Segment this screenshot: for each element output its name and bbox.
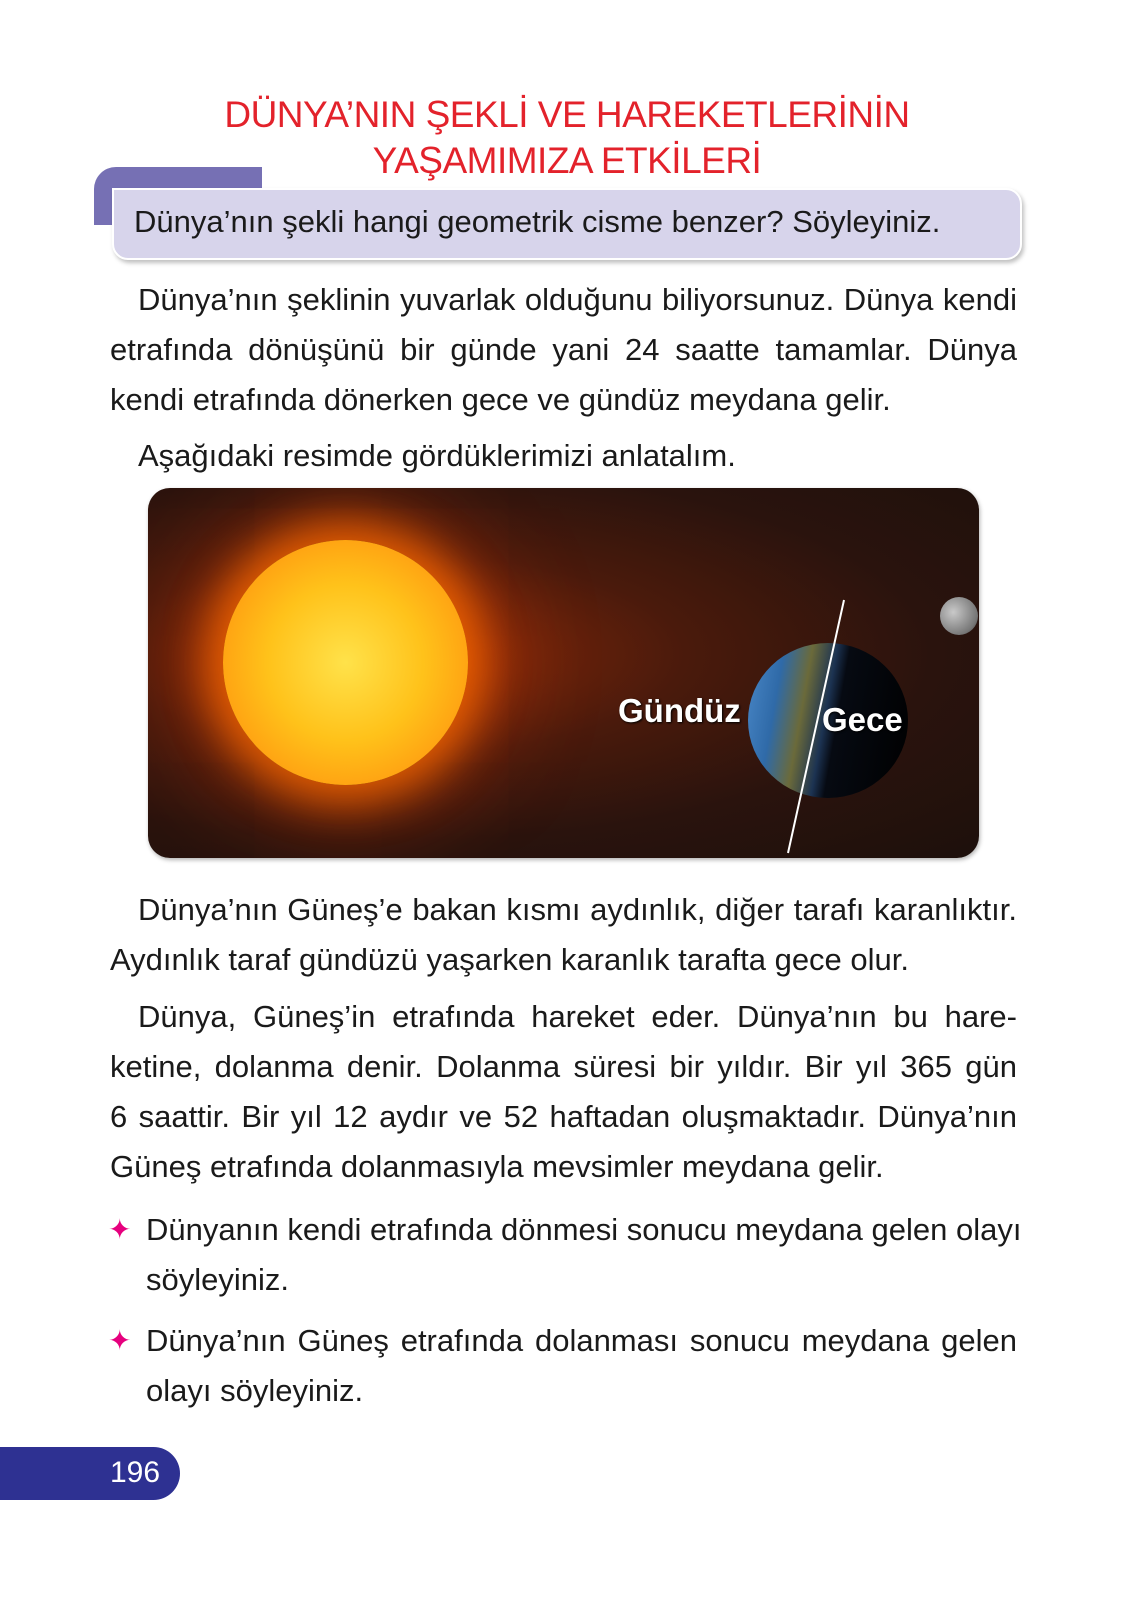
text-line: Güneş etrafında dolanmasıyla mevsimler meydana gelir. <box>110 1149 884 1184</box>
paragraph-rotation <box>110 275 1017 425</box>
text-line: Aydınlık taraf gündüzü yaşarken karanlık tarafta gece olur. <box>110 942 910 977</box>
paragraph-day-night <box>110 885 1017 985</box>
title-line-2: YAŞAMIMIZA ETKİLERİ <box>372 140 762 181</box>
title-line-1: DÜNYA’NIN ŞEKLİ VE HAREKETLERİNİN <box>224 94 910 135</box>
paragraph-intro <box>110 431 1017 481</box>
text-line: Dünya’nın şeklinin yuvarlak olduğunu biliyorsunuz. Dünya kendi <box>138 282 1017 317</box>
bullet-item <box>110 1316 1017 1416</box>
text-line: ketine, dolanma denir. Dolanma süresi bir yıldır. Bir yıl 365 gün <box>110 1049 1017 1084</box>
text-line: 6 saattir. Bir yıl 12 aydır ve 52 haftadan oluşmaktadır. Dünya’nın <box>110 1099 1017 1134</box>
night-label: Gece <box>822 701 903 738</box>
question-box <box>112 188 1022 260</box>
text-line: Dünya’nın Güneş etrafında dolanması sonucu meydana gelen <box>146 1323 1017 1358</box>
text-line: Dünya’nın Güneş’e bakan kısmı aydınlık, diğer tarafı karanlıktır. <box>138 892 1017 927</box>
text-line: Dünyanın kendi etrafında dönmesi sonucu meydana gelen olayı <box>146 1212 1022 1247</box>
text-line: etrafında dönüşünü bir günde yani 24 saatte tamamlar. Dünya <box>110 332 1017 367</box>
paragraph-revolution <box>110 992 1017 1192</box>
earth-axis-line <box>148 488 979 858</box>
star-bullet-icon: ✦ <box>108 1325 132 1356</box>
bullet-item <box>108 1205 1022 1305</box>
text-line: söyleyiniz. <box>146 1262 289 1297</box>
text-line: olayı söyleyiniz. <box>146 1373 364 1408</box>
page-number: 196 <box>110 1456 161 1489</box>
day-label: Gündüz <box>618 692 741 729</box>
text-line: kendi etrafında dönerken gece ve gündüz meydana gelir. <box>110 382 891 417</box>
star-bullet-icon: ✦ <box>108 1214 132 1245</box>
page-number-pill <box>0 1447 180 1500</box>
text-line: Dünya, Güneş’in etrafında hareket eder. Dünya’nın bu hare- <box>138 999 1017 1034</box>
sun-earth-illustration <box>148 488 979 858</box>
text-line: Aşağıdaki resimde gördüklerimizi anlatalım. <box>138 438 736 473</box>
question-text: Dünya’nın şekli hangi geometrik cisme benzer? Söyleyiniz. <box>134 204 941 239</box>
